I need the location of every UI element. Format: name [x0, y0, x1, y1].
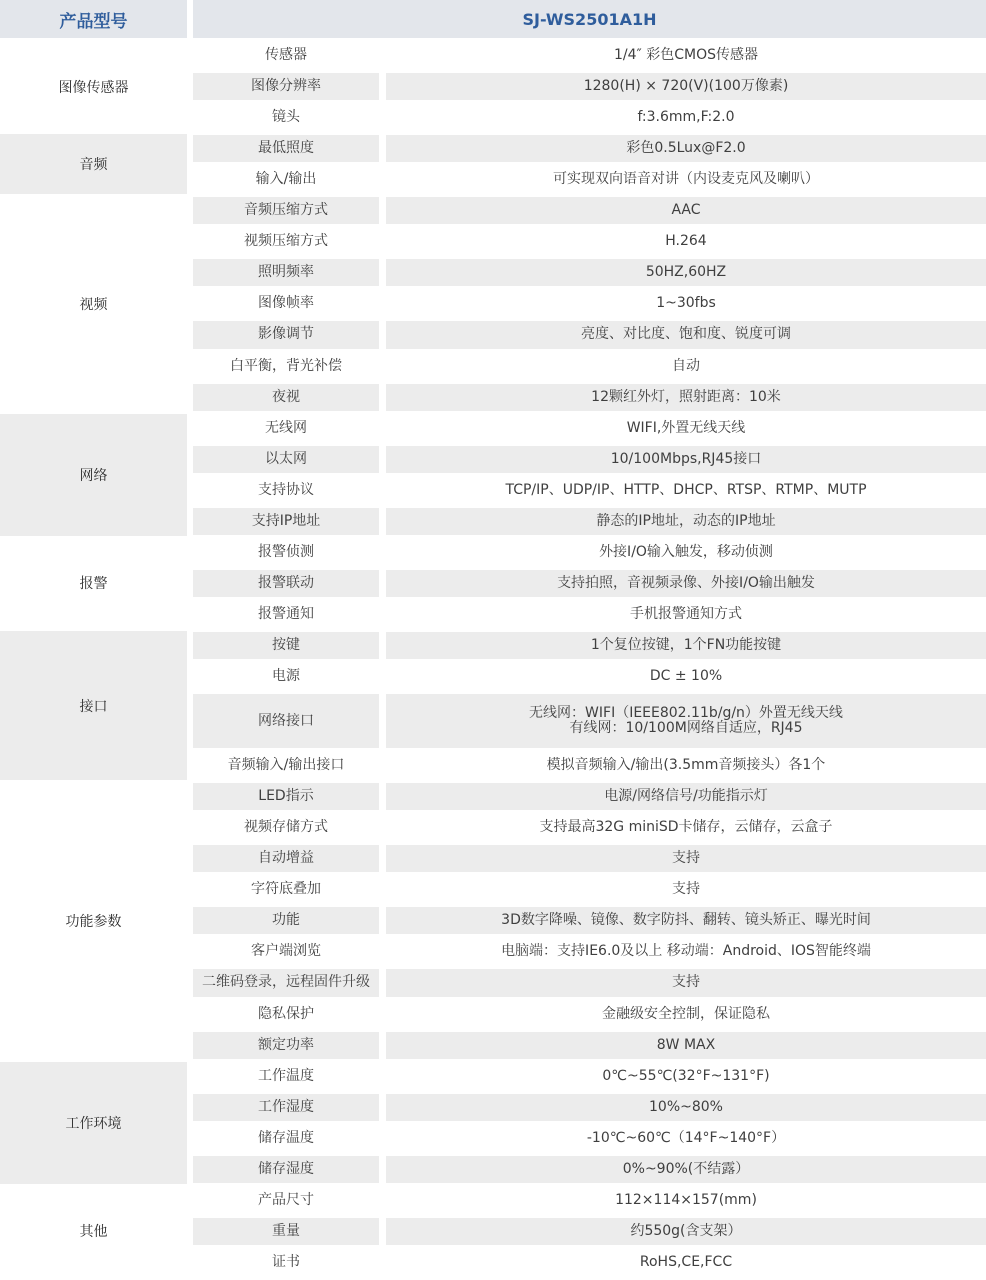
spec-value-text: 亮度、对比度、饱和度、锐度可调: [581, 326, 791, 343]
spec-label: 以太网: [193, 446, 379, 473]
spec-value: [386, 539, 986, 566]
category-label: 功能参数: [65, 913, 122, 930]
spec-value: [386, 876, 986, 903]
spec-value-text: f:3.6mm,F:2.0: [637, 109, 735, 126]
spec-label: 支持协议: [258, 481, 314, 498]
spec-label: 功能: [193, 907, 379, 934]
spec-value: [386, 938, 986, 965]
spec-label: 证书: [272, 1253, 300, 1270]
spec-value: [386, 353, 986, 380]
spec-value: [386, 752, 986, 779]
spec-label: 自动增益: [193, 845, 379, 872]
spec-value-text: 支持: [672, 974, 700, 991]
spec-value-text: 112×114×157(mm): [615, 1191, 757, 1208]
spec-value-text: 10/100Mbps,RJ45接口: [610, 450, 762, 467]
spec-value: [386, 446, 986, 473]
spec-value: [386, 783, 986, 810]
spec-value: [386, 508, 986, 535]
spec-value-text: 无线网：WIFI（IEEE802.11b/g/n）外置无线天线: [529, 705, 843, 722]
spec-value-text: 0%~90%(不结露）: [622, 1160, 750, 1177]
spec-value-text: 可实现双向语音对讲（内设麦克风及喇叭）: [553, 171, 819, 188]
spec-value-text: H.264: [665, 233, 707, 250]
spec-value-text: WIFI,外置无线天线: [626, 419, 746, 436]
spec-value: [386, 1187, 986, 1214]
spec-value: [386, 228, 986, 255]
spec-label: 夜视: [193, 384, 379, 411]
category-label: 音频: [0, 134, 187, 194]
spec-label: 报警联动: [193, 570, 379, 597]
spec-value-text: 模拟音频输入/输出(3.5mm音频接头）各1个: [546, 757, 826, 774]
spec-value: [386, 1032, 986, 1059]
spec-label: 最低照度: [193, 135, 379, 162]
spec-value: [386, 197, 986, 224]
spec-value-text: 3D数字降噪、镜像、数字防抖、翻转、镜头矫正、曝光时间: [501, 912, 871, 929]
spec-value-text: 自动: [672, 357, 700, 374]
spec-value-text: 电脑端：支持IE6.0及以上 移动端：Android、IOS智能终端: [501, 943, 871, 960]
category-label: 其他: [79, 1224, 108, 1241]
spec-label: 视频存储方式: [244, 819, 328, 836]
spec-label: 输入/输出: [255, 171, 317, 188]
spec-label: 报警通知: [258, 605, 314, 622]
spec-value-text: 1280(H) × 720(V)(100万像素): [583, 78, 789, 95]
spec-value: [386, 259, 986, 286]
category-label: 视频: [79, 296, 108, 313]
spec-label: 工作湿度: [193, 1094, 379, 1121]
spec-value: [386, 1063, 986, 1090]
spec-value-text: -10℃~60℃（14°F~140°F）: [586, 1129, 786, 1146]
category-label: 图像传感器: [58, 79, 129, 96]
spec-value-text: TCP/IP、UDP/IP、HTTP、DHCP、RTSP、RTMP、MUTP: [505, 481, 867, 498]
spec-value: [386, 1001, 986, 1028]
spec-label: 按键: [193, 632, 379, 659]
spec-label: 传感器: [265, 47, 307, 64]
spec-label: 音频输入/输出接口: [227, 757, 345, 774]
spec-label: 音频压缩方式: [193, 197, 379, 224]
category-label: 网络: [0, 414, 187, 536]
spec-value-text: 50HZ,60HZ: [645, 264, 727, 281]
spec-label: 视频压缩方式: [244, 233, 328, 250]
spec-value-text: 静态的IP地址，动态的IP地址: [596, 512, 776, 529]
spec-value-text: 支持: [672, 881, 700, 898]
spec-value: [386, 663, 986, 690]
header-model-value: SJ-WS2501A1H: [193, 0, 986, 38]
spec-value: [386, 135, 986, 162]
spec-value-text: 0℃~55℃(32°F~131°F): [602, 1067, 770, 1084]
spec-value-text: 支持拍照，音视频录像、外接I/O输出触发: [557, 574, 815, 591]
spec-value: [386, 384, 986, 411]
spec-label: 电源: [272, 668, 300, 685]
spec-label: 重量: [193, 1218, 379, 1245]
category-label: 报警: [79, 576, 108, 593]
spec-value: [386, 907, 986, 934]
spec-value: [386, 166, 986, 193]
spec-value-text: 金融级安全控制，保证隐私: [602, 1005, 770, 1022]
spec-label: 无线网: [265, 419, 307, 436]
spec-value-text: 1/4″ 彩色CMOS传感器: [614, 47, 758, 64]
spec-value-text: DC ± 10%: [649, 668, 723, 685]
spec-value: [386, 42, 986, 69]
spec-value: [386, 1156, 986, 1183]
spec-value-text: 电源/网络信号/功能指示灯: [604, 788, 768, 805]
spec-value: [386, 694, 986, 748]
spec-value: [386, 104, 986, 131]
spec-label: 客户端浏览: [251, 943, 321, 960]
category-label: 工作环境: [0, 1062, 187, 1184]
spec-value: [386, 1094, 986, 1121]
spec-value-text: 1~30fbs: [656, 295, 716, 312]
spec-value: [386, 632, 986, 659]
spec-value-text: 8W MAX: [656, 1036, 716, 1053]
spec-value: [386, 477, 986, 504]
spec-label: 影像调节: [193, 321, 379, 348]
spec-value: [386, 969, 986, 996]
spec-label: 字符底叠加: [251, 881, 321, 898]
spec-value-text-line2: 有线网：10/100M网络自适应，RJ45: [569, 720, 803, 737]
spec-label: LED指示: [193, 783, 379, 810]
spec-label: 网络接口: [193, 694, 379, 748]
spec-label: 支持IP地址: [193, 508, 379, 535]
spec-label: 图像分辨率: [193, 73, 379, 100]
header-model-label: 产品型号: [0, 0, 187, 38]
spec-label: 储存温度: [258, 1129, 314, 1146]
spec-label: 储存湿度: [193, 1156, 379, 1183]
spec-value: [386, 601, 986, 628]
spec-label: 工作温度: [258, 1067, 314, 1084]
spec-value: [386, 290, 986, 317]
spec-value-text: 1个复位按键，1个FN功能按键: [590, 637, 782, 654]
spec-label: 二维码登录，远程固件升级: [193, 969, 379, 996]
spec-value-text: 手机报警通知方式: [630, 605, 742, 622]
spec-label: 图像帧率: [258, 295, 314, 312]
spec-value: [386, 1218, 986, 1245]
spec-value: [386, 1249, 986, 1276]
spec-value-text: 支持: [672, 850, 700, 867]
spec-label: 白平衡，背光补偿: [230, 357, 342, 374]
spec-value: [386, 321, 986, 348]
spec-value: [386, 845, 986, 872]
spec-label: 额定功率: [193, 1032, 379, 1059]
spec-label: 隐私保护: [258, 1005, 314, 1022]
spec-value-text: 10%~80%: [649, 1098, 723, 1115]
spec-value-text: RoHS,CE,FCC: [639, 1253, 733, 1270]
spec-label: 镜头: [272, 109, 300, 126]
spec-value: [386, 415, 986, 442]
spec-value-text: 外接I/O输入触发，移动侦测: [599, 543, 773, 560]
spec-value: [386, 814, 986, 841]
spec-value-text: 支持最高32G miniSD卡储存，云储存，云盒子: [539, 819, 833, 836]
spec-value-text: 约550g(含支架）: [630, 1222, 742, 1239]
category-label: 接口: [0, 631, 187, 780]
spec-value: [386, 73, 986, 100]
spec-label: 产品尺寸: [258, 1191, 314, 1208]
spec-value: [386, 570, 986, 597]
spec-value-text: 彩色0.5Lux@F2.0: [626, 140, 746, 157]
spec-label: 报警侦测: [258, 543, 314, 560]
spec-label: 照明频率: [193, 259, 379, 286]
spec-value-text: 12颗红外灯，照射距离：10米: [591, 388, 781, 405]
spec-value-text: AAC: [671, 202, 701, 219]
spec-value: [386, 1125, 986, 1152]
